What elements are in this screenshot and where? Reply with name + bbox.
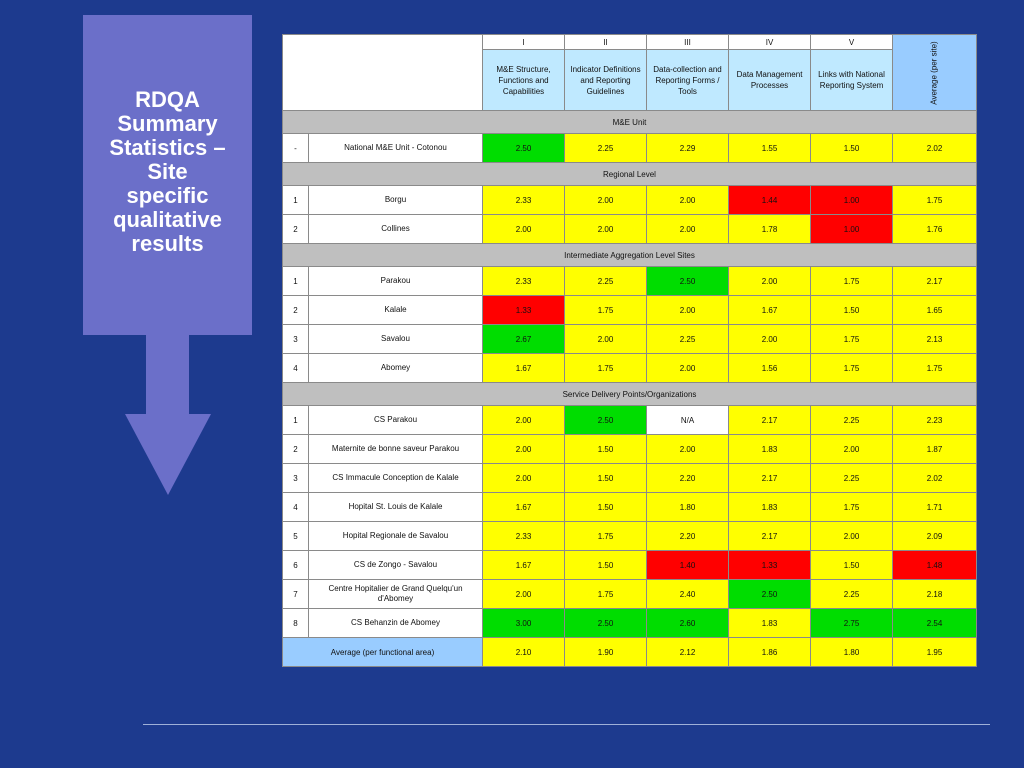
score-cell: 1.80	[647, 493, 729, 522]
score-cell: 2.33	[483, 186, 565, 215]
score-cell: 1.50	[811, 296, 893, 325]
score-cell: 2.40	[647, 580, 729, 609]
score-cell: 2.33	[483, 522, 565, 551]
footer-average-cell: 1.90	[565, 638, 647, 667]
score-cell: 1.75	[565, 354, 647, 383]
score-cell: 1.50	[565, 493, 647, 522]
score-cell: 2.00	[811, 522, 893, 551]
score-cell: 2.25	[565, 134, 647, 163]
score-cell: 1.75	[811, 325, 893, 354]
row-index: 2	[283, 296, 309, 325]
table-row	[283, 215, 977, 244]
table-row	[283, 186, 977, 215]
score-cell: 2.00	[729, 325, 811, 354]
table-row	[283, 406, 977, 435]
score-cell: 2.33	[483, 267, 565, 296]
score-cell: 2.00	[647, 215, 729, 244]
table-row	[283, 435, 977, 464]
score-cell: 1.83	[729, 435, 811, 464]
score-cell: 2.29	[647, 134, 729, 163]
score-cell: 1.67	[729, 296, 811, 325]
score-cell: 2.00	[483, 580, 565, 609]
site-name: Collines	[309, 215, 483, 244]
score-cell: 1.33	[483, 296, 565, 325]
site-name: CS Behanzin de Abomey	[309, 609, 483, 638]
row-index: 2	[283, 435, 309, 464]
site-average-cell: 2.23	[893, 406, 977, 435]
score-cell: 2.25	[811, 464, 893, 493]
title-line: results	[131, 231, 204, 256]
site-average-cell: 1.87	[893, 435, 977, 464]
score-cell: 2.20	[647, 464, 729, 493]
score-cell: 1.50	[811, 134, 893, 163]
table-row	[283, 580, 977, 609]
table-row	[283, 464, 977, 493]
score-cell: 2.25	[811, 406, 893, 435]
score-cell: 1.33	[729, 551, 811, 580]
site-name: Maternite de bonne saveur Parakou	[309, 435, 483, 464]
title-line: Summary	[117, 111, 218, 136]
site-average-cell: 2.09	[893, 522, 977, 551]
column-number: V	[811, 35, 893, 50]
score-cell: 1.00	[811, 215, 893, 244]
score-cell: 1.55	[729, 134, 811, 163]
score-cell: 1.00	[811, 186, 893, 215]
table-row	[283, 325, 977, 354]
table-body	[283, 111, 977, 638]
footer-label: Average (per functional area)	[283, 638, 483, 667]
site-name: CS de Zongo - Savalou	[309, 551, 483, 580]
score-cell: 1.75	[565, 522, 647, 551]
column-header: M&E Structure, Functions and Capabilities	[483, 50, 565, 111]
row-index: 8	[283, 609, 309, 638]
column-number: I	[483, 35, 565, 50]
score-cell: 2.17	[729, 464, 811, 493]
section-header: Service Delivery Points/Organizations	[283, 383, 977, 406]
site-average-cell: 2.13	[893, 325, 977, 354]
footer-average-cell: 1.86	[729, 638, 811, 667]
footer-average-cell: 1.80	[811, 638, 893, 667]
score-cell: 1.50	[565, 435, 647, 464]
score-cell: 1.67	[483, 493, 565, 522]
score-cell: 2.67	[483, 325, 565, 354]
column-number: IV	[729, 35, 811, 50]
score-cell: 2.00	[811, 435, 893, 464]
score-cell: 2.50	[729, 580, 811, 609]
column-header: Indicator Definitions and Reporting Guidelines	[565, 50, 647, 111]
table-row	[283, 134, 977, 163]
score-cell: 1.75	[565, 580, 647, 609]
site-name: Parakou	[309, 267, 483, 296]
score-cell: 2.00	[565, 186, 647, 215]
title-line: specific	[126, 183, 209, 208]
score-cell: 2.60	[647, 609, 729, 638]
score-cell: 2.00	[647, 296, 729, 325]
score-cell: 2.00	[729, 267, 811, 296]
section-header: M&E Unit	[283, 111, 977, 134]
column-number: III	[647, 35, 729, 50]
average-header	[893, 35, 977, 111]
table-title-cell	[283, 35, 483, 111]
row-index: 5	[283, 522, 309, 551]
score-cell: 2.00	[483, 464, 565, 493]
site-average-cell: 1.65	[893, 296, 977, 325]
score-cell: 1.50	[565, 464, 647, 493]
score-cell: 1.50	[811, 551, 893, 580]
table-row	[283, 296, 977, 325]
site-name: Hopital Regionale de Savalou	[309, 522, 483, 551]
score-cell: 2.00	[483, 435, 565, 464]
footer-average-cell: 2.10	[483, 638, 565, 667]
table-row	[283, 551, 977, 580]
score-cell: 2.00	[647, 354, 729, 383]
score-cell: 1.78	[729, 215, 811, 244]
score-cell: 1.67	[483, 354, 565, 383]
footer-average-cell: 2.12	[647, 638, 729, 667]
table-row	[283, 522, 977, 551]
site-average-cell: 1.75	[893, 186, 977, 215]
score-cell: 2.25	[647, 325, 729, 354]
score-cell: 1.75	[811, 493, 893, 522]
row-index: 1	[283, 186, 309, 215]
site-name: Hopital St. Louis de Kalale	[309, 493, 483, 522]
title-line: Site	[147, 159, 188, 184]
column-number: II	[565, 35, 647, 50]
score-cell: 2.75	[811, 609, 893, 638]
divider	[143, 724, 990, 725]
summary-table	[282, 34, 977, 667]
score-cell: 2.50	[565, 406, 647, 435]
score-cell: N/A	[647, 406, 729, 435]
section-header: Intermediate Aggregation Level Sites	[283, 244, 977, 267]
score-cell: 2.00	[565, 325, 647, 354]
table-row	[283, 354, 977, 383]
row-index: 3	[283, 325, 309, 354]
section-header: Regional Level	[283, 163, 977, 186]
score-cell: 2.25	[565, 267, 647, 296]
score-cell: 2.17	[729, 406, 811, 435]
site-name: Kalale	[309, 296, 483, 325]
score-cell: 1.44	[729, 186, 811, 215]
site-name: National M&E Unit - Cotonou	[309, 134, 483, 163]
score-cell: 1.75	[811, 354, 893, 383]
table-row	[283, 267, 977, 296]
arrow-shaft	[146, 334, 189, 416]
score-cell: 1.83	[729, 493, 811, 522]
score-cell: 1.67	[483, 551, 565, 580]
site-average-cell: 2.17	[893, 267, 977, 296]
site-name: Savalou	[309, 325, 483, 354]
score-cell: 1.40	[647, 551, 729, 580]
score-cell: 1.50	[565, 551, 647, 580]
column-header: Links with National Reporting System	[811, 50, 893, 111]
score-cell: 2.50	[565, 609, 647, 638]
table-subtitle: Assessment of Data Management and Reporting Systems	[296, 69, 469, 90]
table-row	[283, 493, 977, 522]
score-cell: 2.00	[647, 435, 729, 464]
score-cell: 1.75	[811, 267, 893, 296]
site-average-cell: 1.48	[893, 551, 977, 580]
row-index: 6	[283, 551, 309, 580]
row-index: 4	[283, 493, 309, 522]
row-index: 1	[283, 406, 309, 435]
title-line: Statistics –	[109, 135, 226, 160]
score-cell: 2.00	[483, 406, 565, 435]
score-cell: 2.00	[483, 215, 565, 244]
down-arrow-icon	[125, 414, 211, 495]
site-average-cell: 1.75	[893, 354, 977, 383]
site-average-cell: 2.02	[893, 134, 977, 163]
score-cell: 1.83	[729, 609, 811, 638]
site-name: Borgu	[309, 186, 483, 215]
row-index: 7	[283, 580, 309, 609]
overall-average-cell: 1.95	[893, 638, 977, 667]
score-cell: 1.75	[565, 296, 647, 325]
table-title: SUMMARY TABLE	[348, 54, 417, 64]
score-cell: 1.56	[729, 354, 811, 383]
score-cell: 2.20	[647, 522, 729, 551]
site-average-cell: 2.54	[893, 609, 977, 638]
column-header: Data Management Processes	[729, 50, 811, 111]
column-header: Data-collection and Reporting Forms / Tools	[647, 50, 729, 111]
site-name: CS Parakou	[309, 406, 483, 435]
site-name: Abomey	[309, 354, 483, 383]
score-cell: 2.50	[483, 134, 565, 163]
score-cell: 2.00	[565, 215, 647, 244]
average-header-label: Average (per site)	[929, 40, 939, 105]
row-index: 1	[283, 267, 309, 296]
score-cell: 2.00	[647, 186, 729, 215]
site-average-cell: 2.02	[893, 464, 977, 493]
site-name: CS Immacule Conception de Kalale	[309, 464, 483, 493]
site-average-cell: 1.71	[893, 493, 977, 522]
title-line: RDQA	[135, 87, 200, 112]
site-average-cell: 2.18	[893, 580, 977, 609]
table-row	[283, 609, 977, 638]
score-cell: 2.17	[729, 522, 811, 551]
row-index: -	[283, 134, 309, 163]
score-cell: 2.25	[811, 580, 893, 609]
score-cell: 2.50	[647, 267, 729, 296]
title-line: qualitative	[113, 207, 222, 232]
score-cell: 3.00	[483, 609, 565, 638]
slide-title	[83, 88, 252, 256]
site-name: Centre Hopitalier de Grand Quelqu'un d'Abomey	[309, 580, 483, 609]
site-average-cell: 1.76	[893, 215, 977, 244]
row-index: 4	[283, 354, 309, 383]
row-index: 2	[283, 215, 309, 244]
row-index: 3	[283, 464, 309, 493]
